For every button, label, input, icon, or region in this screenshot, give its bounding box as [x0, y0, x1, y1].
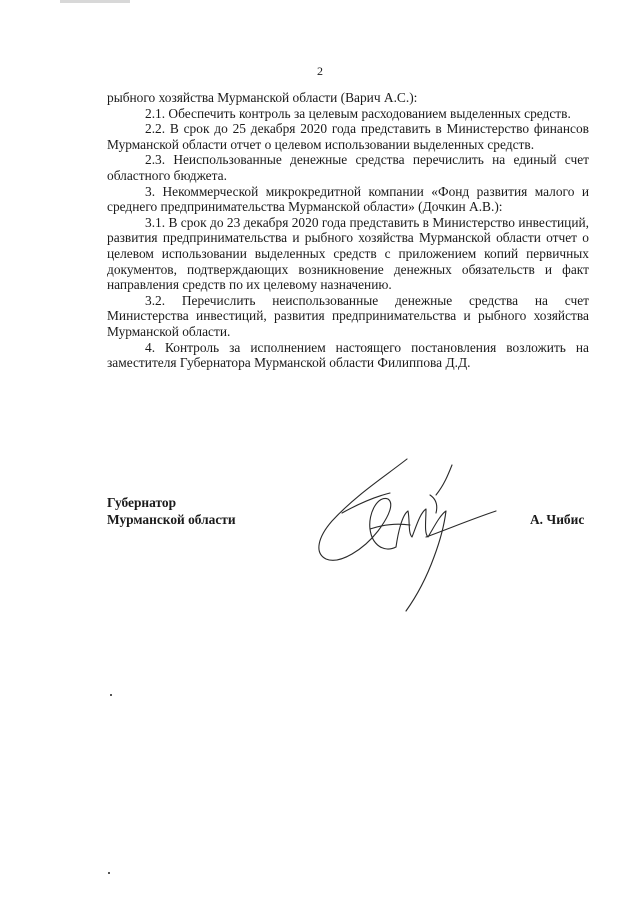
signatory-title-line1: Губернатор	[107, 495, 177, 510]
paragraph-3-1: 3.1. В срок до 23 декабря 2020 года представить в Министерство инвестиций, развития предпринимательства и рыбного хозяйства Мурманской области отчет о целевом использовании выделенных средств с приложением копий первичных документов, подтверждающих возникновение денежных обязательств и факт направления средств по их целевому назначению.	[107, 214, 589, 293]
paragraph-2-2: 2.2. В срок до 25 декабря 2020 года представить в Министерство финансов Мурманской области отчет о целевом использовании выделенных средств.	[107, 121, 589, 152]
signatory-name: А. Чибис	[530, 512, 585, 527]
paragraph-2-3: 2.3. Неиспользованные денежные средства перечислить на единый счет областного бюджета.	[107, 152, 589, 183]
page-number: 2	[317, 64, 323, 78]
scan-speck	[108, 872, 110, 874]
paragraph-4: 4. Контроль за исполнением настоящего постановления возложить на заместителя Губернатора Мурманской области Филиппова Д.Д.	[107, 339, 589, 371]
scan-artifact	[60, 0, 130, 3]
paragraph: рыбного хозяйства Мурманской области (Варич А.С.):	[107, 90, 418, 105]
paragraph-2-1: 2.1. Обеспечить контроль за целевым расходованием выделенных средств.	[145, 105, 571, 121]
signatory-title	[107, 494, 236, 528]
signatory-title-line2: Мурманской области	[107, 512, 236, 527]
paragraph-3-2: 3.2. Перечислить неиспользованные денежные средства на счет Министерства инвестиций, развития предпринимательства и рыбного хозяйства Мурманской области.	[107, 292, 589, 339]
handwritten-signature	[312, 455, 512, 615]
document-body	[107, 90, 589, 371]
paragraph-3: 3. Некоммерческой микрокредитной компании «Фонд развития малого и среднего предпринимательства Мурманской области» (Дочкин А.В.):	[107, 183, 589, 215]
scan-speck	[110, 694, 112, 696]
